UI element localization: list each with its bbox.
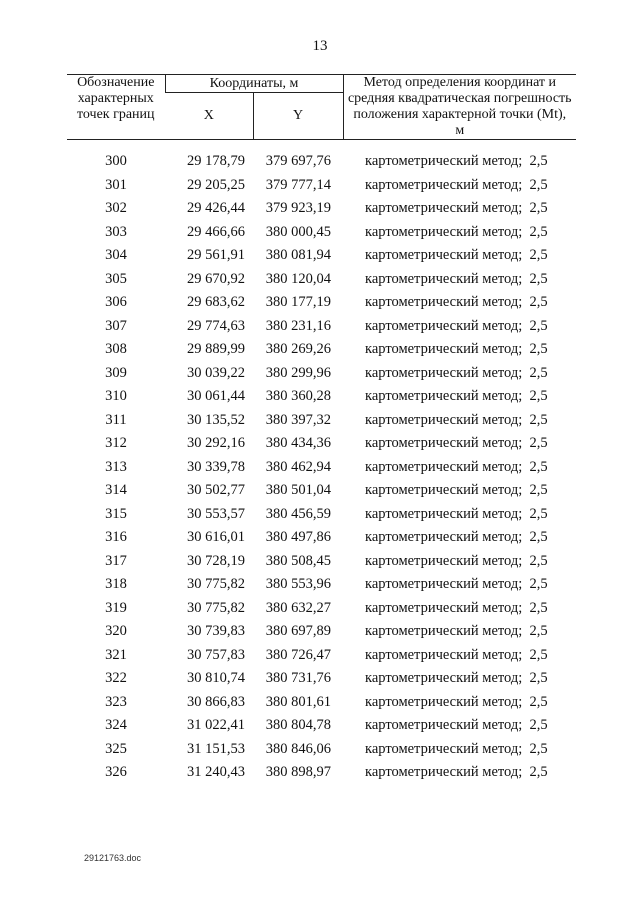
- coord-y: 380 081,94: [265, 247, 331, 263]
- table-row: [67, 550, 576, 574]
- method-cell: [343, 385, 576, 409]
- method-text: картометрический метод;: [365, 717, 523, 733]
- coord-x: 29 889,99: [187, 341, 245, 357]
- coord-x: 29 683,62: [187, 294, 245, 310]
- mt-value: 2,5: [529, 317, 548, 334]
- method-cell: [343, 573, 576, 597]
- coord-x: 29 774,63: [187, 317, 245, 334]
- mt-value: 2,5: [529, 294, 548, 310]
- method-cell: [343, 174, 576, 198]
- method-cell: [343, 714, 576, 738]
- point-id: 304: [105, 247, 127, 263]
- method-text: картометрический метод;: [365, 505, 523, 522]
- table-row: [67, 479, 576, 503]
- point-id: 323: [105, 693, 127, 710]
- mt-value: 2,5: [529, 717, 548, 733]
- mt-value: 2,5: [529, 176, 548, 193]
- coord-x: 30 292,16: [187, 435, 245, 451]
- coord-y: 380 508,45: [265, 552, 331, 569]
- table-row: [67, 221, 576, 245]
- coord-x: 30 135,52: [187, 411, 245, 428]
- method-text: картометрический метод;: [365, 435, 523, 451]
- method-text: картометрический метод;: [365, 552, 523, 569]
- method-cell: [343, 691, 576, 715]
- table-row: [67, 291, 576, 315]
- table-row: [67, 644, 576, 668]
- table-row: [67, 456, 576, 480]
- method-cell: [343, 244, 576, 268]
- method-text: картометрический метод;: [365, 670, 523, 686]
- table-row: [67, 338, 576, 362]
- coord-x: 30 775,82: [187, 599, 245, 616]
- header-y: Y: [253, 93, 343, 140]
- coord-y: 380 497,86: [265, 529, 331, 545]
- method-text: картометрический метод;: [365, 223, 523, 240]
- table-row: [67, 432, 576, 456]
- point-id: 324: [105, 717, 127, 733]
- method-cell: [343, 526, 576, 550]
- table-row: [67, 268, 576, 292]
- coord-x: 30 739,83: [187, 623, 245, 639]
- coord-y: 380 434,36: [265, 435, 331, 451]
- method-text: картометрический метод;: [365, 458, 523, 475]
- table-row: [67, 174, 576, 198]
- coord-y: 380 360,28: [265, 388, 331, 404]
- table-row: [67, 197, 576, 221]
- method-text: картометрический метод;: [365, 529, 523, 545]
- point-id: 301: [105, 176, 127, 193]
- coord-y: 380 846,06: [265, 740, 331, 757]
- coord-y: 380 269,26: [265, 341, 331, 357]
- point-id: 319: [105, 599, 127, 616]
- point-id: 317: [105, 552, 127, 569]
- mt-value: 2,5: [529, 693, 548, 710]
- coord-y: 380 726,47: [265, 646, 331, 663]
- method-cell: [343, 291, 576, 315]
- page-number: 13: [312, 38, 328, 54]
- coord-x: 29 466,66: [187, 223, 245, 240]
- method-cell: [343, 432, 576, 456]
- coord-x: 31 151,53: [187, 740, 245, 757]
- point-id: 309: [105, 364, 127, 381]
- coord-x: 29 426,44: [187, 200, 245, 216]
- table-row: [67, 714, 576, 738]
- coord-x: 30 810,74: [187, 670, 245, 686]
- point-id: 307: [105, 317, 127, 334]
- method-cell: [343, 221, 576, 245]
- method-cell: [343, 644, 576, 668]
- method-cell: [343, 761, 576, 785]
- coord-y: 380 731,76: [265, 670, 331, 686]
- coord-y: 380 299,96: [265, 364, 331, 381]
- header-method: Метод определения координат и средняя квадратическая погрешность положения характерной точки (Mt), м: [343, 75, 576, 140]
- point-id: 315: [105, 505, 127, 522]
- point-id: 302: [105, 200, 127, 216]
- point-id: 326: [105, 764, 127, 780]
- coord-y: 380 000,45: [265, 223, 331, 240]
- method-cell: [343, 667, 576, 691]
- coord-y: 380 801,61: [265, 693, 331, 710]
- point-id: 322: [105, 670, 127, 686]
- point-id: 300: [105, 153, 127, 169]
- mt-value: 2,5: [529, 364, 548, 381]
- coord-x: 30 502,77: [187, 482, 245, 498]
- mt-value: 2,5: [529, 599, 548, 616]
- mt-value: 2,5: [529, 435, 548, 451]
- mt-value: 2,5: [529, 411, 548, 428]
- method-cell: [343, 550, 576, 574]
- boundary-points-table: [67, 74, 576, 785]
- coord-y: 379 923,19: [265, 200, 331, 216]
- method-cell: [343, 503, 576, 527]
- mt-value: 2,5: [529, 529, 548, 545]
- mt-value: 2,5: [529, 646, 548, 663]
- coord-x: 30 866,83: [187, 693, 245, 710]
- method-text: картометрический метод;: [365, 270, 523, 287]
- mt-value: 2,5: [529, 764, 548, 780]
- method-text: картометрический метод;: [365, 764, 523, 780]
- table-row: [67, 738, 576, 762]
- coord-y: 379 697,76: [265, 153, 331, 169]
- mt-value: 2,5: [529, 247, 548, 263]
- point-id: 312: [105, 435, 127, 451]
- coord-x: 30 757,83: [187, 646, 245, 663]
- method-text: картометрический метод;: [365, 341, 523, 357]
- table-row: [67, 597, 576, 621]
- method-cell: [343, 479, 576, 503]
- table-row: [67, 362, 576, 386]
- point-id: 308: [105, 341, 127, 357]
- method-text: картометрический метод;: [365, 153, 523, 169]
- method-text: картометрический метод;: [365, 599, 523, 616]
- mt-value: 2,5: [529, 576, 548, 592]
- coord-x: 30 728,19: [187, 552, 245, 569]
- coord-y: 380 697,89: [265, 623, 331, 639]
- mt-value: 2,5: [529, 153, 548, 169]
- coord-y: 380 898,97: [265, 764, 331, 780]
- method-text: картометрический метод;: [365, 693, 523, 710]
- table-row: [67, 385, 576, 409]
- method-cell: [343, 268, 576, 292]
- point-id: 311: [105, 411, 127, 428]
- method-text: картометрический метод;: [365, 364, 523, 381]
- point-id: 313: [105, 458, 127, 475]
- method-cell: [343, 738, 576, 762]
- mt-value: 2,5: [529, 341, 548, 357]
- coord-y: 380 501,04: [265, 482, 331, 498]
- method-cell: [343, 456, 576, 480]
- table-row: [67, 573, 576, 597]
- point-id: 306: [105, 294, 127, 310]
- mt-value: 2,5: [529, 623, 548, 639]
- table-row: [67, 620, 576, 644]
- table-row: [67, 691, 576, 715]
- coord-x: 30 339,78: [187, 458, 245, 475]
- mt-value: 2,5: [529, 552, 548, 569]
- coord-x: 30 039,22: [187, 364, 245, 381]
- point-id: 310: [105, 388, 127, 404]
- coord-y: 380 462,94: [265, 458, 331, 475]
- point-id: 314: [105, 482, 127, 498]
- coord-y: 380 397,32: [265, 411, 331, 428]
- table-row: [67, 667, 576, 691]
- table-row: [67, 526, 576, 550]
- table-row: [67, 150, 576, 174]
- point-id: 316: [105, 529, 127, 545]
- method-text: картометрический метод;: [365, 411, 523, 428]
- coord-x: 29 178,79: [187, 153, 245, 169]
- method-cell: [343, 338, 576, 362]
- method-cell: [343, 362, 576, 386]
- method-text: картометрический метод;: [365, 294, 523, 310]
- mt-value: 2,5: [529, 740, 548, 757]
- table-row: [67, 503, 576, 527]
- coord-x: 29 205,25: [187, 176, 245, 193]
- coord-y: 380 804,78: [265, 717, 331, 733]
- method-cell: [343, 597, 576, 621]
- method-text: картометрический метод;: [365, 576, 523, 592]
- header-coordinates: Координаты, м: [165, 75, 343, 93]
- mt-value: 2,5: [529, 388, 548, 404]
- point-id: 321: [105, 646, 127, 663]
- header-designation: Обозначение характерных точек границ: [67, 75, 165, 140]
- coord-y: 379 777,14: [265, 176, 331, 193]
- mt-value: 2,5: [529, 505, 548, 522]
- method-cell: [343, 315, 576, 339]
- table-row: [67, 315, 576, 339]
- mt-value: 2,5: [529, 482, 548, 498]
- method-text: картометрический метод;: [365, 482, 523, 498]
- coord-x: 30 061,44: [187, 388, 245, 404]
- table-row: [67, 409, 576, 433]
- coord-y: 380 177,19: [265, 294, 331, 310]
- method-cell: [343, 620, 576, 644]
- coord-y: 380 553,96: [265, 576, 331, 592]
- method-text: картометрический метод;: [365, 200, 523, 216]
- coord-x: 31 240,43: [187, 764, 245, 780]
- header-x: X: [165, 93, 253, 140]
- method-text: картометрический метод;: [365, 646, 523, 663]
- coord-y: 380 231,16: [265, 317, 331, 334]
- point-id: 305: [105, 270, 127, 287]
- coord-x: 29 670,92: [187, 270, 245, 287]
- coord-x: 30 775,82: [187, 576, 245, 592]
- file-name-footer: 29121763.doc: [84, 853, 142, 863]
- mt-value: 2,5: [529, 270, 548, 287]
- method-text: картометрический метод;: [365, 388, 523, 404]
- method-cell: [343, 150, 576, 174]
- table-row: [67, 761, 576, 785]
- method-text: картометрический метод;: [365, 247, 523, 263]
- coord-x: 30 553,57: [187, 505, 245, 522]
- table-header: [67, 75, 576, 140]
- point-id: 320: [105, 623, 127, 639]
- coord-x: 30 616,01: [187, 529, 245, 545]
- point-id: 325: [105, 740, 127, 757]
- point-id: 303: [105, 223, 127, 240]
- table-row: [67, 244, 576, 268]
- mt-value: 2,5: [529, 200, 548, 216]
- point-id: 318: [105, 576, 127, 592]
- coord-y: 380 120,04: [265, 270, 331, 287]
- coord-x: 31 022,41: [187, 717, 245, 733]
- method-text: картометрический метод;: [365, 740, 523, 757]
- coord-x: 29 561,91: [187, 247, 245, 263]
- table-body: [67, 140, 576, 785]
- coord-y: 380 456,59: [265, 505, 331, 522]
- method-text: картометрический метод;: [365, 176, 523, 193]
- method-text: картометрический метод;: [365, 623, 523, 639]
- mt-value: 2,5: [529, 223, 548, 240]
- method-cell: [343, 197, 576, 221]
- mt-value: 2,5: [529, 670, 548, 686]
- coord-y: 380 632,27: [265, 599, 331, 616]
- method-text: картометрический метод;: [365, 317, 523, 334]
- method-cell: [343, 409, 576, 433]
- mt-value: 2,5: [529, 458, 548, 475]
